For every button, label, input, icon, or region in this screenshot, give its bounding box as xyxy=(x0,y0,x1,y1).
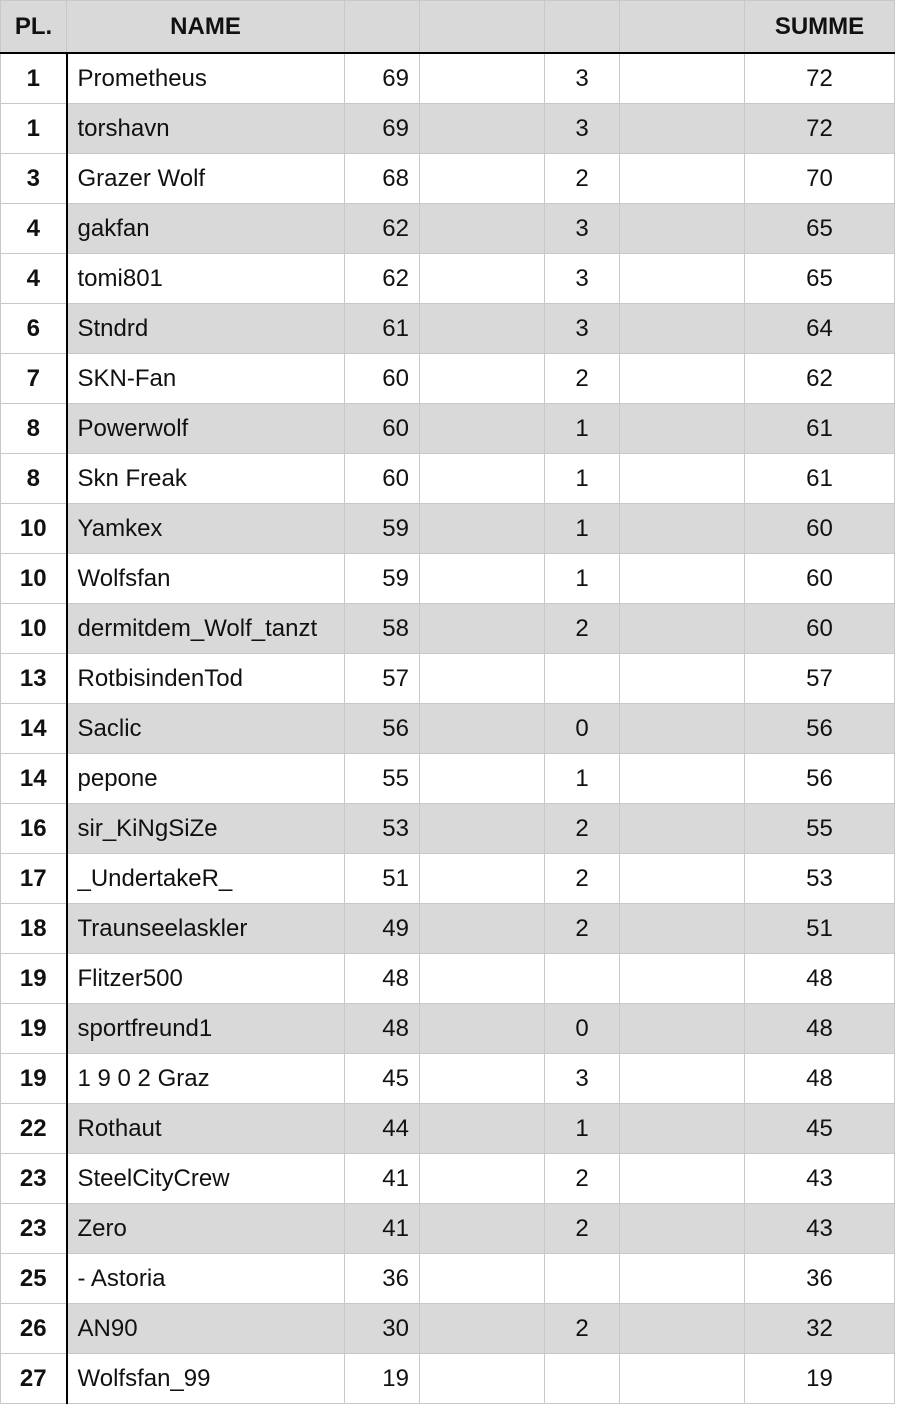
sum-cell: 51 xyxy=(745,904,895,954)
sum-cell: 60 xyxy=(745,604,895,654)
table-row xyxy=(1,804,895,854)
sum-cell: 48 xyxy=(745,1054,895,1104)
table-row xyxy=(1,254,895,304)
name-cell: Saclic xyxy=(67,704,345,754)
table-row xyxy=(1,604,895,654)
bonus-cell: 3 xyxy=(545,304,620,354)
empty-cell xyxy=(620,954,745,1004)
points-cell: 44 xyxy=(345,1104,420,1154)
empty-cell xyxy=(620,454,745,504)
empty-cell xyxy=(420,1104,545,1154)
bonus-cell: 0 xyxy=(545,1004,620,1054)
name-cell: tomi801 xyxy=(67,254,345,304)
points-cell: 58 xyxy=(345,604,420,654)
sum-cell: 43 xyxy=(745,1204,895,1254)
place-cell: 13 xyxy=(1,654,67,704)
table-row xyxy=(1,304,895,354)
empty-cell xyxy=(420,804,545,854)
bonus-cell: 1 xyxy=(545,754,620,804)
sum-cell: 65 xyxy=(745,254,895,304)
table-row xyxy=(1,53,895,104)
sum-cell: 55 xyxy=(745,804,895,854)
sum-cell: 70 xyxy=(745,154,895,204)
table-row xyxy=(1,354,895,404)
bonus-cell: 3 xyxy=(545,1054,620,1104)
sum-cell: 48 xyxy=(745,954,895,1004)
place-cell: 10 xyxy=(1,604,67,654)
points-cell: 62 xyxy=(345,204,420,254)
empty-cell xyxy=(620,654,745,704)
empty-cell xyxy=(420,404,545,454)
bonus-cell: 1 xyxy=(545,1104,620,1154)
points-cell: 60 xyxy=(345,404,420,454)
place-cell: 23 xyxy=(1,1204,67,1254)
table-row xyxy=(1,754,895,804)
table-row xyxy=(1,554,895,604)
empty-cell xyxy=(620,1254,745,1304)
sum-cell: 72 xyxy=(745,53,895,104)
table-row xyxy=(1,454,895,504)
points-cell: 53 xyxy=(345,804,420,854)
table-row xyxy=(1,1154,895,1204)
table-row xyxy=(1,204,895,254)
place-cell: 22 xyxy=(1,1104,67,1154)
empty-cell xyxy=(620,554,745,604)
bonus-cell xyxy=(545,1254,620,1304)
bonus-cell: 3 xyxy=(545,204,620,254)
name-cell: Prometheus xyxy=(67,53,345,104)
points-cell: 51 xyxy=(345,854,420,904)
name-cell: dermitdem_Wolf_tanzt xyxy=(67,604,345,654)
place-cell: 19 xyxy=(1,1004,67,1054)
empty-cell xyxy=(620,1054,745,1104)
place-cell: 26 xyxy=(1,1304,67,1354)
table-row xyxy=(1,504,895,554)
bonus-cell: 1 xyxy=(545,454,620,504)
sum-cell: 32 xyxy=(745,1304,895,1354)
bonus-cell: 2 xyxy=(545,854,620,904)
name-cell: Rothaut xyxy=(67,1104,345,1154)
sum-cell: 56 xyxy=(745,704,895,754)
sum-cell: 56 xyxy=(745,754,895,804)
points-cell: 59 xyxy=(345,554,420,604)
name-cell: gakfan xyxy=(67,204,345,254)
empty-cell xyxy=(620,1154,745,1204)
sum-cell: 61 xyxy=(745,454,895,504)
points-cell: 59 xyxy=(345,504,420,554)
header-col4 xyxy=(420,1,545,54)
bonus-cell: 0 xyxy=(545,704,620,754)
place-cell: 25 xyxy=(1,1254,67,1304)
name-cell: - Astoria xyxy=(67,1254,345,1304)
place-cell: 8 xyxy=(1,404,67,454)
place-cell: 6 xyxy=(1,304,67,354)
bonus-cell xyxy=(545,654,620,704)
header-col3 xyxy=(345,1,420,54)
points-cell: 36 xyxy=(345,1254,420,1304)
bonus-cell: 2 xyxy=(545,354,620,404)
header-col6 xyxy=(620,1,745,54)
empty-cell xyxy=(420,854,545,904)
place-cell: 18 xyxy=(1,904,67,954)
table-row xyxy=(1,854,895,904)
sum-cell: 72 xyxy=(745,104,895,154)
sum-cell: 64 xyxy=(745,304,895,354)
empty-cell xyxy=(620,504,745,554)
empty-cell xyxy=(420,1254,545,1304)
table-row xyxy=(1,904,895,954)
bonus-cell: 3 xyxy=(545,254,620,304)
empty-cell xyxy=(620,904,745,954)
empty-cell xyxy=(420,304,545,354)
empty-cell xyxy=(620,854,745,904)
empty-cell xyxy=(420,654,545,704)
bonus-cell xyxy=(545,954,620,1004)
empty-cell xyxy=(420,1354,545,1404)
name-cell: Wolfsfan_99 xyxy=(67,1354,345,1404)
sum-cell: 57 xyxy=(745,654,895,704)
place-cell: 1 xyxy=(1,53,67,104)
place-cell: 7 xyxy=(1,354,67,404)
sum-cell: 19 xyxy=(745,1354,895,1404)
empty-cell xyxy=(620,154,745,204)
points-cell: 69 xyxy=(345,53,420,104)
empty-cell xyxy=(420,104,545,154)
table-row xyxy=(1,654,895,704)
bonus-cell: 1 xyxy=(545,504,620,554)
sum-cell: 45 xyxy=(745,1104,895,1154)
bonus-cell: 2 xyxy=(545,1304,620,1354)
name-cell: Skn Freak xyxy=(67,454,345,504)
place-cell: 10 xyxy=(1,554,67,604)
place-cell: 14 xyxy=(1,704,67,754)
place-cell: 4 xyxy=(1,254,67,304)
points-cell: 57 xyxy=(345,654,420,704)
empty-cell xyxy=(620,254,745,304)
name-cell: torshavn xyxy=(67,104,345,154)
empty-cell xyxy=(620,1004,745,1054)
sum-cell: 43 xyxy=(745,1154,895,1204)
points-cell: 60 xyxy=(345,354,420,404)
sum-cell: 60 xyxy=(745,504,895,554)
empty-cell xyxy=(420,354,545,404)
empty-cell xyxy=(420,1304,545,1354)
bonus-cell: 2 xyxy=(545,804,620,854)
points-cell: 45 xyxy=(345,1054,420,1104)
header-place: PL. xyxy=(1,1,67,54)
place-cell: 19 xyxy=(1,954,67,1004)
empty-cell xyxy=(620,754,745,804)
points-cell: 49 xyxy=(345,904,420,954)
empty-cell xyxy=(620,1354,745,1404)
empty-cell xyxy=(620,354,745,404)
name-cell: Yamkex xyxy=(67,504,345,554)
empty-cell xyxy=(420,1004,545,1054)
sum-cell: 62 xyxy=(745,354,895,404)
empty-cell xyxy=(620,704,745,754)
sum-cell: 36 xyxy=(745,1254,895,1304)
name-cell: SKN-Fan xyxy=(67,354,345,404)
bonus-cell: 1 xyxy=(545,554,620,604)
name-cell: _UndertakeR_ xyxy=(67,854,345,904)
place-cell: 23 xyxy=(1,1154,67,1204)
empty-cell xyxy=(620,804,745,854)
name-cell: Grazer Wolf xyxy=(67,154,345,204)
table-row xyxy=(1,1004,895,1054)
bonus-cell: 2 xyxy=(545,1204,620,1254)
points-cell: 56 xyxy=(345,704,420,754)
points-cell: 69 xyxy=(345,104,420,154)
name-cell: sportfreund1 xyxy=(67,1004,345,1054)
empty-cell xyxy=(620,104,745,154)
name-cell: Traunseelaskler xyxy=(67,904,345,954)
empty-cell xyxy=(620,204,745,254)
table-row xyxy=(1,1204,895,1254)
points-cell: 55 xyxy=(345,754,420,804)
place-cell: 19 xyxy=(1,1054,67,1104)
place-cell: 17 xyxy=(1,854,67,904)
name-cell: Powerwolf xyxy=(67,404,345,454)
empty-cell xyxy=(420,1154,545,1204)
empty-cell xyxy=(620,604,745,654)
empty-cell xyxy=(420,454,545,504)
points-cell: 30 xyxy=(345,1304,420,1354)
header-col5 xyxy=(545,1,620,54)
points-cell: 41 xyxy=(345,1204,420,1254)
empty-cell xyxy=(420,604,545,654)
place-cell: 16 xyxy=(1,804,67,854)
empty-cell xyxy=(420,754,545,804)
empty-cell xyxy=(420,954,545,1004)
table-row xyxy=(1,704,895,754)
bonus-cell: 1 xyxy=(545,404,620,454)
empty-cell xyxy=(620,304,745,354)
table-row xyxy=(1,1354,895,1404)
points-cell: 41 xyxy=(345,1154,420,1204)
points-cell: 62 xyxy=(345,254,420,304)
points-cell: 61 xyxy=(345,304,420,354)
empty-cell xyxy=(420,1204,545,1254)
sum-cell: 53 xyxy=(745,854,895,904)
points-cell: 48 xyxy=(345,1004,420,1054)
points-cell: 48 xyxy=(345,954,420,1004)
name-cell: AN90 xyxy=(67,1304,345,1354)
name-cell: RotbisindenTod xyxy=(67,654,345,704)
points-cell: 19 xyxy=(345,1354,420,1404)
sum-cell: 61 xyxy=(745,404,895,454)
bonus-cell: 3 xyxy=(545,53,620,104)
empty-cell xyxy=(420,254,545,304)
empty-cell xyxy=(420,1054,545,1104)
empty-cell xyxy=(420,53,545,104)
bonus-cell: 2 xyxy=(545,904,620,954)
header-row xyxy=(1,1,895,54)
empty-cell xyxy=(620,1304,745,1354)
table-row xyxy=(1,1254,895,1304)
header-sum: SUMME xyxy=(745,1,895,54)
table-row xyxy=(1,104,895,154)
name-cell: pepone xyxy=(67,754,345,804)
place-cell: 1 xyxy=(1,104,67,154)
empty-cell xyxy=(620,53,745,104)
bonus-cell: 2 xyxy=(545,154,620,204)
empty-cell xyxy=(620,1104,745,1154)
sum-cell: 65 xyxy=(745,204,895,254)
place-cell: 14 xyxy=(1,754,67,804)
table-row xyxy=(1,1054,895,1104)
bonus-cell: 2 xyxy=(545,1154,620,1204)
table-row xyxy=(1,154,895,204)
bonus-cell: 2 xyxy=(545,604,620,654)
name-cell: sir_KiNgSiZe xyxy=(67,804,345,854)
table-row xyxy=(1,1104,895,1154)
empty-cell xyxy=(420,154,545,204)
name-cell: 1 9 0 2 Graz xyxy=(67,1054,345,1104)
table-row xyxy=(1,1304,895,1354)
place-cell: 10 xyxy=(1,504,67,554)
sum-cell: 60 xyxy=(745,554,895,604)
header-name: NAME xyxy=(67,1,345,54)
empty-cell xyxy=(420,904,545,954)
name-cell: Flitzer500 xyxy=(67,954,345,1004)
table-row xyxy=(1,954,895,1004)
standings-body xyxy=(1,53,895,1404)
table-row xyxy=(1,404,895,454)
points-cell: 68 xyxy=(345,154,420,204)
empty-cell xyxy=(420,554,545,604)
empty-cell xyxy=(420,504,545,554)
name-cell: SteelCityCrew xyxy=(67,1154,345,1204)
place-cell: 27 xyxy=(1,1354,67,1404)
sum-cell: 48 xyxy=(745,1004,895,1054)
empty-cell xyxy=(420,204,545,254)
empty-cell xyxy=(420,704,545,754)
bonus-cell: 3 xyxy=(545,104,620,154)
name-cell: Zero xyxy=(67,1204,345,1254)
empty-cell xyxy=(620,404,745,454)
place-cell: 4 xyxy=(1,204,67,254)
points-cell: 60 xyxy=(345,454,420,504)
name-cell: Stndrd xyxy=(67,304,345,354)
name-cell: Wolfsfan xyxy=(67,554,345,604)
place-cell: 8 xyxy=(1,454,67,504)
place-cell: 3 xyxy=(1,154,67,204)
bonus-cell xyxy=(545,1354,620,1404)
empty-cell xyxy=(620,1204,745,1254)
